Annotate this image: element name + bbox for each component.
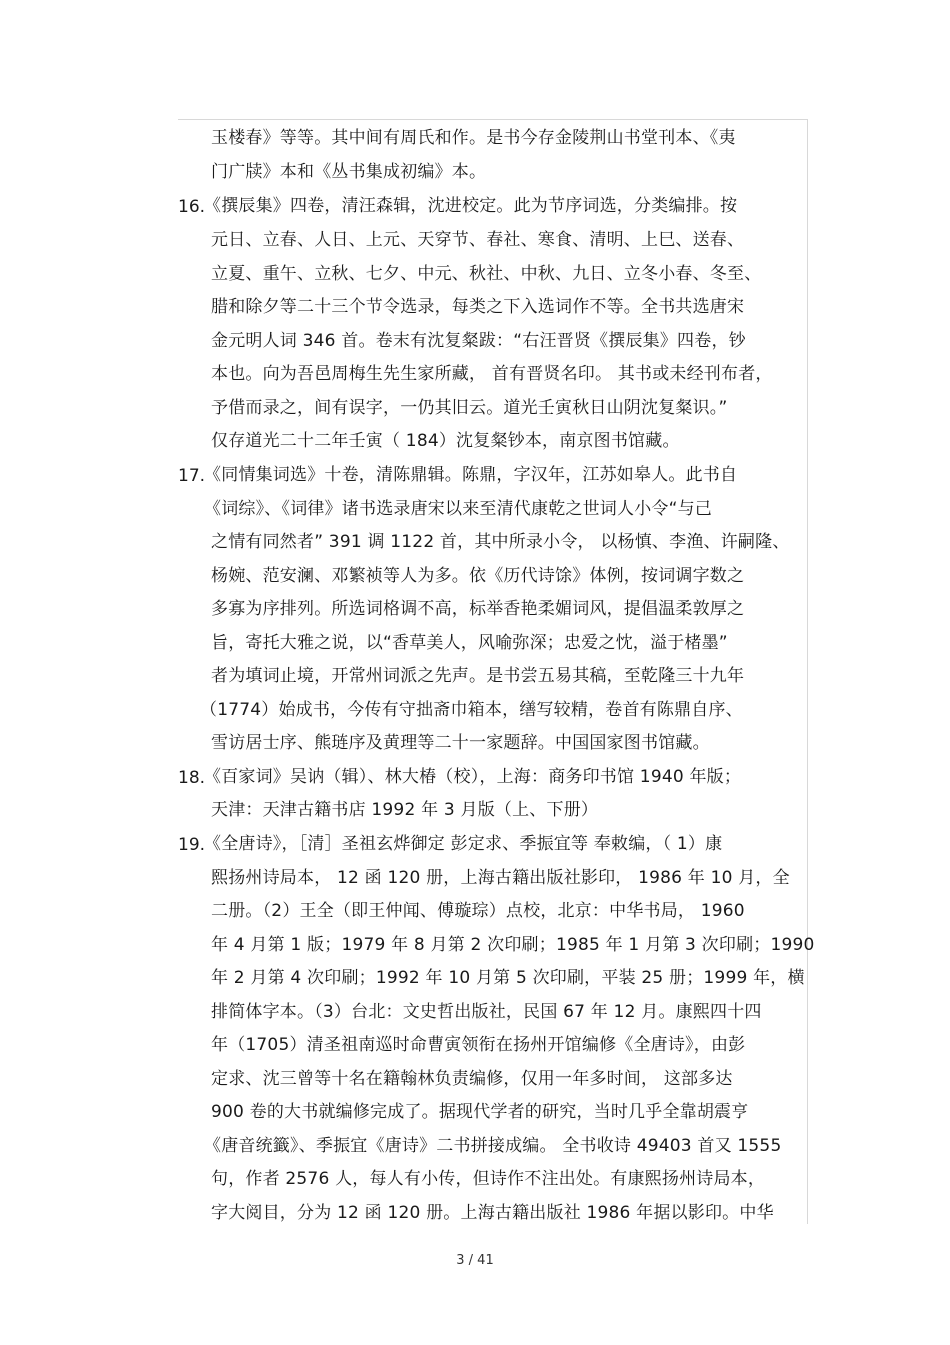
text-line: 排简体字本。（3）台北：文史哲出版社，民国 67 年 12 月。康熙四十四 (211, 1002, 762, 1022)
entry-number: 19. (178, 835, 206, 855)
page-number: 3 / 41 (456, 1253, 494, 1268)
text-line: 者为填词止境，开常州词派之先声。是书尝五易其稿，至乾隆三十九年 (211, 666, 745, 686)
text-line: 天津：天津古籍书店 1992 年 3 月版（上、下册） (211, 800, 599, 820)
text-line: 本也。向为吾邑周梅生先生家所藏， 首有晋贤名印。 其书或未经刊布者， (211, 364, 773, 384)
text-line: 仅存道光二十二年壬寅（ 184）沈复粲钞本，南京图书馆藏。 (211, 431, 680, 451)
text-line: 年（1705）清圣祖南巡时命曹寅领衔在扬州开馆编修《全唐诗》，由彭 (211, 1035, 746, 1055)
text-line: 多寡为序排列。所选词格调不高，标举香艳柔媚词风，提倡温柔敦厚之 (211, 599, 745, 619)
text-line: 《全唐诗》，［清］圣祖玄烨御定 彭定求、季振宜等 奉敕编，（ 1）康 (204, 834, 723, 854)
text-line: 熙扬州诗局本， 12 函 120 册，上海古籍出版社影印， 1986 年 10 月，全 (211, 868, 790, 888)
text-line: 玉楼春》等等。其中间有周氏和作。是书今存金陵荆山书堂刊本、《夷 (211, 128, 736, 148)
text-line: 金元明人词 346 首。卷末有沈复粲跋：“右汪晋贤《撰辰集》四卷，钞 (211, 331, 746, 351)
text-line: 门广牍》本和《丛书集成初编》本。 (211, 162, 487, 182)
text-line: 年 2 月第 4 次印刷；1992 年 10 月第 5 次印刷，平装 25 册；1999 年，横 (211, 968, 805, 988)
text-line: 立夏、重午、立秋、七夕、中元、秋社、中秋、九日、立冬小春、冬至、 (211, 264, 762, 284)
text-line: 杨婉、范安澜、邓繁祯等人为多。依《历代诗馀》体例，按词调字数之 (211, 566, 745, 586)
entry-number: 18. (178, 768, 206, 788)
text-line: 《词综》、《词律》诸书选录唐宋以来至清代康乾之世词人小令“与己 (204, 499, 713, 519)
text-line: 句，作者 2576 人，每人有小传，但诗作不注出处。有康熙扬州诗局本， (211, 1169, 766, 1189)
text-line: 《百家词》吴讷（辑）、林大椿（校），上海：商务印书馆 1940 年版； (204, 767, 742, 787)
text-line: 元日、立春、人日、上元、天穿节、春社、寒食、清明、上巳、送春、 (211, 230, 745, 250)
text-line: 字大阅目，分为 12 函 120 册。上海古籍出版社 1986 年据以影印。中华 (211, 1203, 774, 1223)
text-line: 雪访居士序、熊琏序及黄理等二十一家题辞。中国国家图书馆藏。 (211, 733, 710, 753)
entry-number: 17. (178, 466, 206, 486)
text-line: 二册。（2）王全（即王仲闻、傅璇琮）点校，北京：中华书局， 1960 (211, 901, 745, 921)
text-line: 900 卷的大书就编修完成了。据现代学者的研究，当时几乎全靠胡震亨 (211, 1102, 749, 1122)
entry-number: 16. (178, 197, 206, 217)
text-line: 之情有同然者” 391 调 1122 首，其中所录小令， 以杨慎、李渔、许嗣隆、 (211, 532, 790, 552)
text-line: 《撰辰集》四卷，清汪森辑，沈进校定。此为节序词选，分类编排。按 (204, 196, 738, 216)
text-line: 年 4 月第 1 版；1979 年 8 月第 2 次印刷；1985 年 1 月第 3 次印刷；1990 (211, 935, 815, 955)
text-line: 定求、沈三曾等十名在籍翰林负责编修，仅用一年多时间， 这部多达 (211, 1069, 733, 1089)
text-line: 《唐音统籤》、季振宜《唐诗》二书拼接成编。 全书收诗 49403 首又 1555 (204, 1136, 782, 1156)
text-line: 旨，寄托大雅之说，以“香草美人，风喻弥深；忠爱之忱，溢于楮墨” (211, 633, 728, 653)
text-line: （1774）始成书，今传有守拙斋巾箱本，缮写较精，卷首有陈鼎自序、 (200, 700, 743, 720)
text-line: 予借而录之，间有误字，一仍其旧云。道光壬寅秋日山阴沈复粲识。” (211, 398, 728, 418)
text-line: 《同情集词选》十卷，清陈鼎辑。陈鼎，字汉年，江苏如皋人。此书自 (204, 465, 738, 485)
text-line: 腊和除夕等二十三个节令选录，每类之下入选词作不等。全书共选唐宋 (211, 297, 745, 317)
